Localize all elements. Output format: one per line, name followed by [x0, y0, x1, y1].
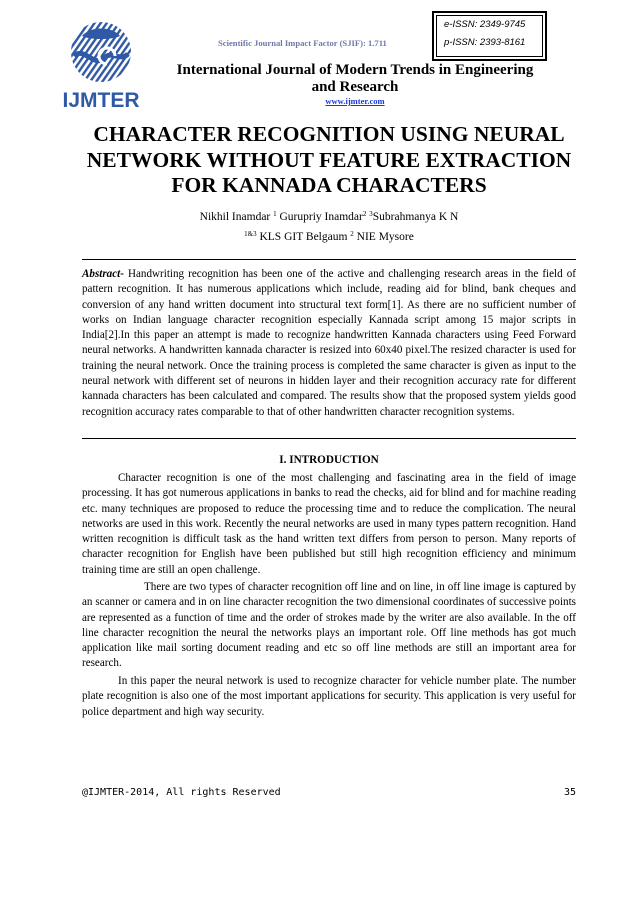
paper-title-line2: NETWORK WITHOUT FEATURE EXTRACTION [86, 147, 572, 172]
issn-box [432, 11, 547, 61]
e-issn: e-ISSN: 2349-9745 [444, 19, 526, 30]
abstract-bottom-rule [82, 438, 576, 439]
affiliation-2: NIE Mysore [356, 231, 414, 243]
affiliations [70, 231, 588, 243]
p-issn: p-ISSN: 2393-8161 [444, 37, 526, 48]
intro-paragraph-2: There are two types of character recognition off line and on line, in off line image is captured by an scanner or camera and in on line character recognition the two dimensional coordinates of successive points are represented as a function of time and the order of strokes made by the writer are also available. In the off line character recognition the neural the networks plays an important role. Off line methods has got much application like mail sorting document reading and etc so off line methods are still an important area for research. [82, 581, 576, 670]
intro-paragraph-1: Character recognition is one of the most challenging and fascinating area in the field of image processing. It has got numerous applications in banks to read the checks, aid for blind and for machine reading etc. many techniques are proposed to reduce the processing time and to reduce the complication. The neural networks are used in this work. Recently the neural networks are used in many types pattern recognition. Hand written recognition is difficult task as the hand written text differs from person to person. Many reports of character recognition for English have been published but still high recognition efficiency and minimum training time are still an open challenge. [82, 472, 576, 576]
journal-name-line2: and Research [311, 79, 399, 95]
page-number: 35 [563, 787, 576, 798]
abstract [82, 267, 576, 420]
abstract-top-rule [82, 259, 576, 260]
journal-name-line1: International Journal of Modern Trends in Engineering [176, 62, 534, 78]
affiliation-1-sup: 1&3 [244, 230, 257, 238]
paper-title-line1: CHARACTER RECOGNITION USING NEURAL [93, 122, 565, 146]
journal-logo [60, 18, 142, 112]
author-2: Gurupriy Inamdar [279, 211, 363, 223]
impact-factor: Scientific Journal Impact Factor (SJIF): 1.711 [218, 38, 387, 48]
author-1-sup: 1 [273, 210, 277, 218]
logo-text: IJMTER [62, 89, 140, 112]
author-1: Nikhil Inamdar [199, 211, 271, 223]
affiliation-1: KLS GIT Belgaum [259, 231, 348, 243]
affiliation-2-sup: 2 [350, 230, 354, 238]
paper-title-line3: FOR KANNADA CHARACTERS [171, 173, 487, 197]
author-3-sup: 3 [369, 210, 373, 218]
journal-name [145, 62, 565, 96]
section-heading-introduction: I. INTRODUCTION [279, 454, 379, 466]
paper-title [70, 122, 588, 199]
abstract-label: Abstract- [82, 268, 124, 280]
abstract-text: Handwriting recognition has been one of the active and challenging research areas in the field of pattern recognition. It has numerous applications which include, reading aid for blind, bank cheques and conversion of any hand written document into structural text form[1]. As there are no sufficient number of works on Indian language character recognition especially Kannada script among 15 major scripts in India[2].In this paper an attempt is made to recognize handwritten Kannada characters using Feed Forward neural networks. A handwritten kannada character is resized into 60x40 pixel.The resized character is used for training the neural network. Once the training process is completed the same character is given as input to the neural network with different set of neurons in hidden layer and their recognition accuracy rate for different kannada characters has been calculated and compared. The results show that the proposed system yields good recognition accuracy rates comparable to that of other handwritten character recognition systems. [82, 268, 576, 418]
author-3: Subrahmanya K N [372, 211, 459, 223]
footer-copyright: @IJMTER-2014, All rights Reserved [82, 787, 281, 798]
author-list [70, 211, 588, 223]
author-2-sup: 2 [362, 210, 367, 218]
journal-url[interactable]: www.ijmter.com [325, 96, 385, 106]
intro-paragraph-3: In this paper the neural network is used to recognize character for vehicle number plate. The number plate recognition is also one of the most important applications for security. This application is very useful for police department and high way security. [82, 675, 576, 718]
